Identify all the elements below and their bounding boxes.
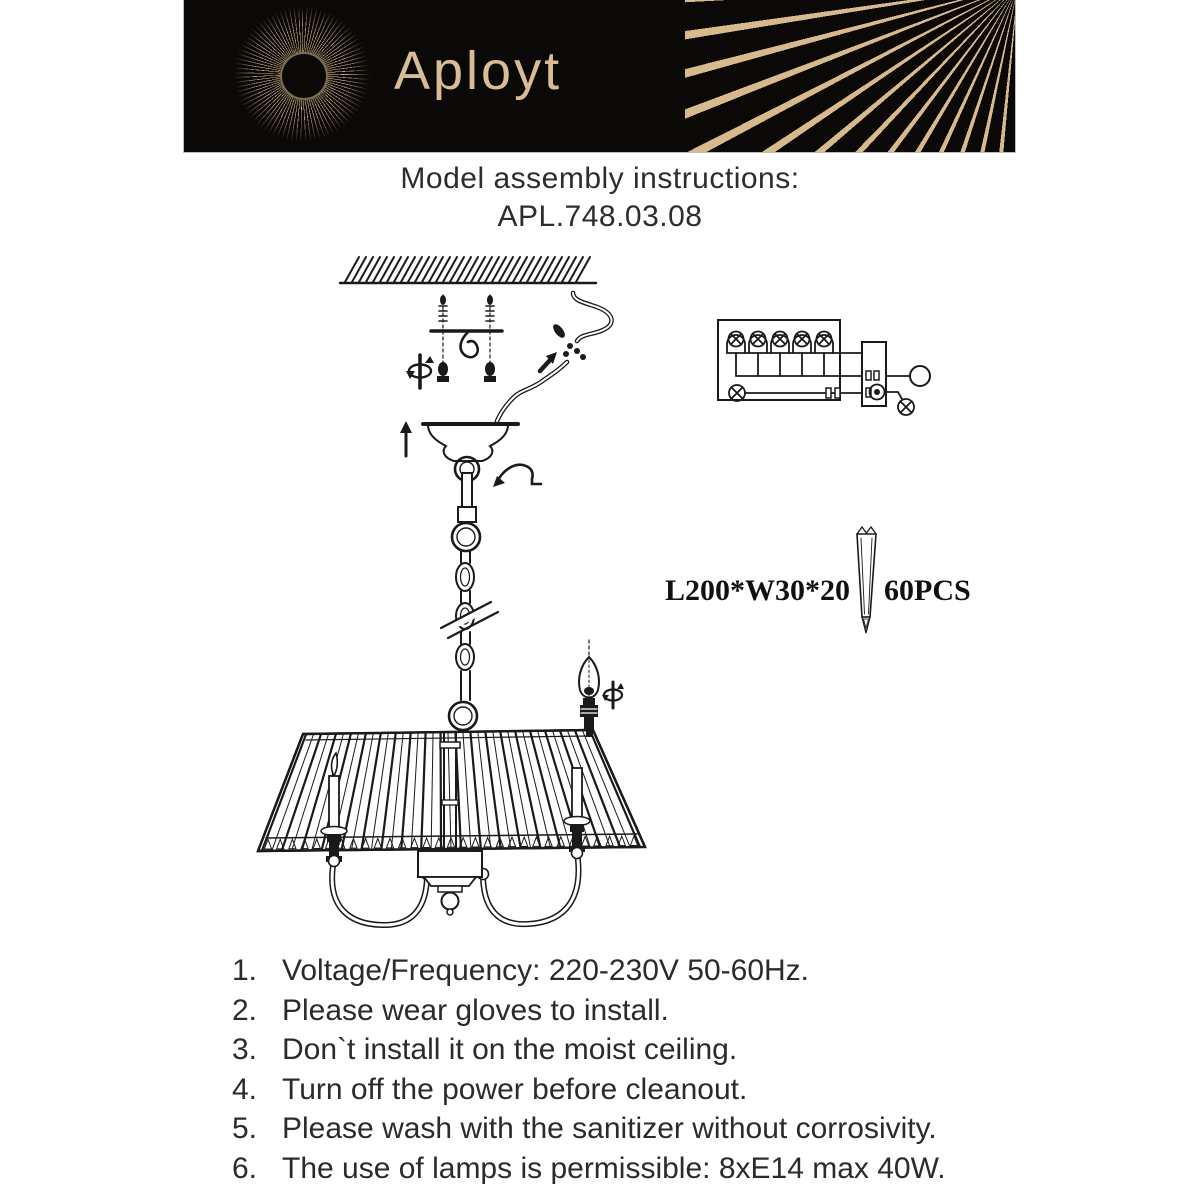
page-title: Model assembly instructions:: [400, 162, 800, 195]
bulb-rotation-icon: [602, 682, 624, 708]
list-item: [232, 1109, 1002, 1149]
finial-ball: [442, 893, 459, 910]
list-item: [232, 951, 1002, 991]
screw-rotation-icon: [406, 355, 434, 388]
item-number: 6.: [232, 1151, 258, 1185]
crystal-pendant: [857, 527, 876, 633]
list-item: [232, 1149, 1002, 1189]
center-hub: [418, 851, 482, 877]
item-number: 2.: [232, 993, 258, 1027]
wiring-schematic: [718, 320, 930, 415]
instruction-list: [232, 951, 1002, 1188]
list-item: [232, 1030, 1002, 1070]
item-text: Turn off the power before cleanout.: [282, 1072, 748, 1106]
ground-terminal: [910, 366, 930, 386]
item-text: Voltage/Frequency: 220-230V 50-60Hz.: [282, 954, 810, 987]
pendant-size-label: L200*W30*20: [664, 574, 850, 607]
ceiling-hook: [460, 332, 477, 357]
list-item: [232, 1070, 1002, 1110]
hook-symbol: [497, 465, 541, 484]
item-text: Please wear gloves to install.: [282, 993, 669, 1027]
power-wire: [497, 293, 612, 421]
item-text: The use of lamps is permissible: 8xE14 max 40W.: [282, 1151, 946, 1185]
item-number: 5.: [232, 1112, 258, 1145]
item-number: 3.: [232, 1033, 258, 1066]
brand-name: Aployt: [394, 41, 563, 101]
item-text: Please wash with the sanitizer without corrosivity.: [282, 1112, 937, 1145]
ceiling-hatch: [340, 257, 596, 283]
item-number: 4.: [232, 1072, 258, 1106]
candle-bulb: [579, 640, 624, 737]
pendant-quantity-label: 60PCS: [884, 574, 971, 607]
list-item: [232, 991, 1002, 1031]
chandelier-arms: [329, 848, 583, 926]
item-number: 1.: [232, 954, 258, 987]
item-text: Don`t install it on the moist ceiling.: [282, 1033, 738, 1066]
mounting-screws: [431, 295, 502, 382]
wire-arrow: [540, 359, 551, 371]
model-number: APL.748.03.08: [497, 200, 703, 233]
